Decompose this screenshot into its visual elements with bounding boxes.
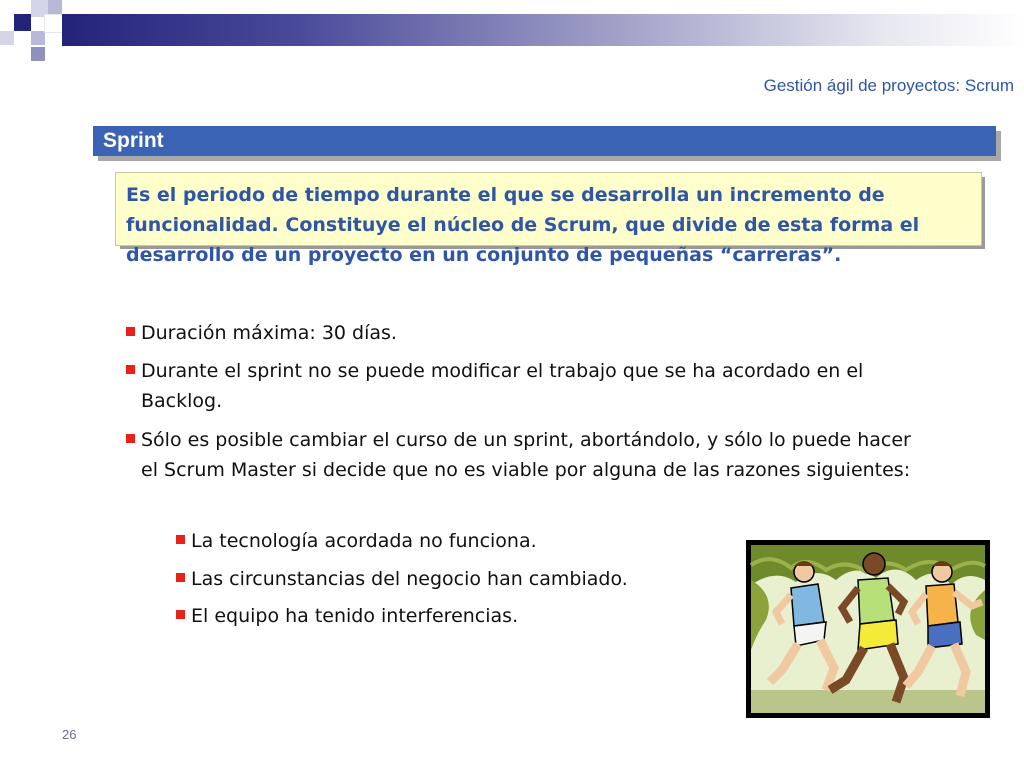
sub-bullet-text: Las circunstancias del negocio han cambiado. — [191, 568, 628, 590]
runners-clipart — [746, 540, 990, 718]
runners-icon — [746, 540, 990, 718]
sub-bullet-item — [176, 526, 736, 556]
deco-square — [14, 14, 31, 31]
bullet-square-icon — [126, 365, 135, 374]
bullet-square-icon — [176, 573, 185, 582]
definition-text: Es el periodo de tiempo durante el que se desarrolla un incremento de funcionalidad. Constituye el núcleo de Scrum, que divide de esta forma el desarrollo de un proyecto en un conjunto de pequeñas “carreras”. — [126, 184, 920, 266]
title-bar — [93, 126, 996, 156]
deco-square — [31, 47, 45, 61]
sub-bullet-text: El equipo ha tenido interferencias. — [191, 605, 519, 627]
sub-bullet-text: La tecnología acordada no funciona. — [191, 530, 537, 552]
deco-square — [48, 0, 62, 14]
bullet-item — [126, 425, 916, 485]
slide-title: Sprint — [103, 129, 164, 152]
bullet-square-icon — [126, 434, 135, 443]
course-title: Gestión ágil de proyectos: Scrum — [763, 76, 1014, 95]
bullet-square-icon — [126, 327, 135, 336]
bullet-square-icon — [176, 610, 185, 619]
bullet-text: Sólo es posible cambiar el curso de un sprint, abortándolo, y sólo lo puede hacer el Scrum Master si decide que no es viable por alguna de las razones siguientes: — [141, 429, 911, 481]
header-gradient-bar — [62, 14, 1024, 46]
deco-square — [44, 14, 63, 33]
sub-bullet-item — [176, 601, 736, 631]
sub-bullet-item — [176, 564, 736, 594]
deco-square — [0, 31, 14, 45]
deco-square — [31, 31, 45, 45]
page-number: 26 — [62, 727, 77, 742]
bullet-item — [126, 356, 916, 416]
bullet-square-icon — [176, 535, 185, 544]
bullet-text: Duración máxima: 30 días. — [141, 322, 397, 344]
bullet-text: Durante el sprint no se puede modificar el trabajo que se ha acordado en el Backlog. — [141, 360, 864, 412]
bullet-item — [126, 318, 916, 348]
